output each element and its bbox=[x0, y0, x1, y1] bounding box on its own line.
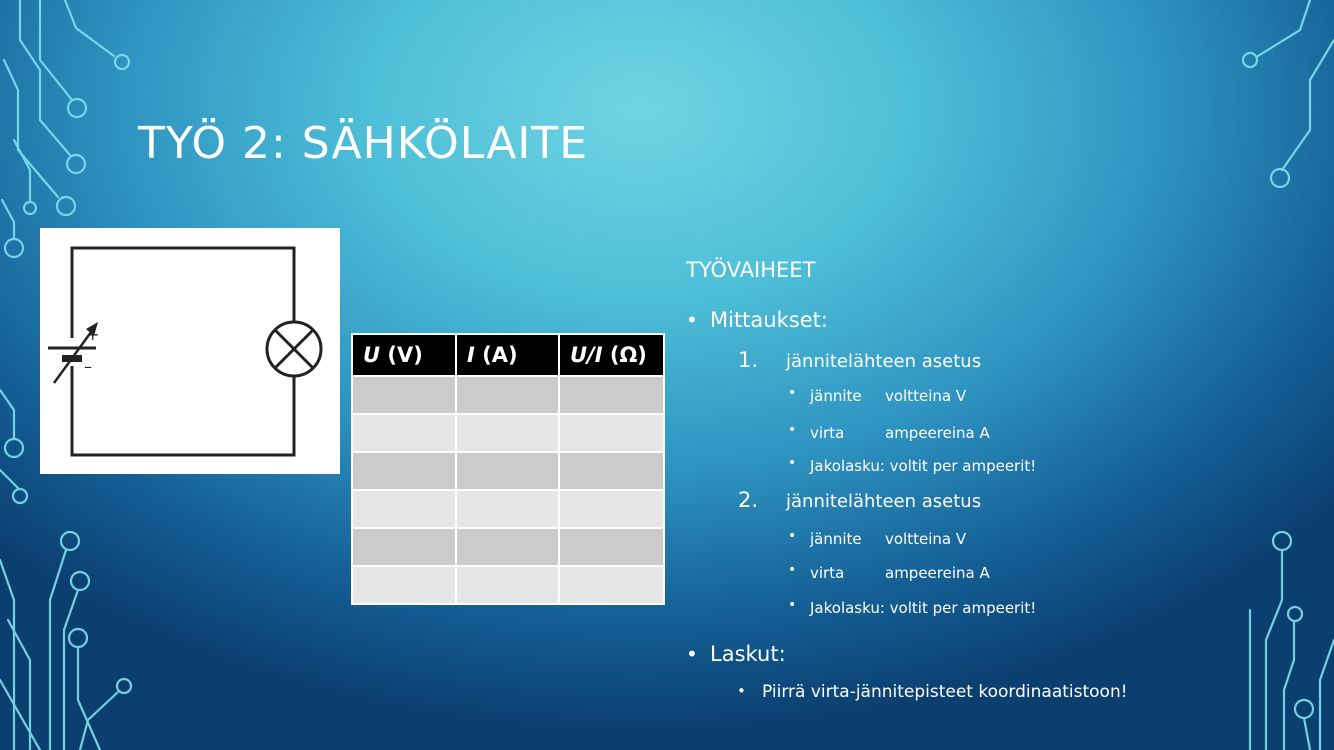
subitem-name: jännite bbox=[810, 387, 862, 405]
subitem-detail: ampeereina A bbox=[885, 564, 990, 582]
minus-sign: – bbox=[84, 357, 92, 376]
subitem-name: virta bbox=[810, 564, 845, 582]
table-row bbox=[352, 452, 664, 490]
bullet-mark: • bbox=[788, 422, 797, 438]
table-cell bbox=[352, 376, 456, 414]
subitem-name: jännite bbox=[810, 530, 862, 548]
table-row bbox=[352, 490, 664, 528]
table-cell bbox=[559, 414, 664, 452]
table-row bbox=[352, 414, 664, 452]
table-cell bbox=[456, 452, 559, 490]
table-cell bbox=[352, 452, 456, 490]
measurements-label: Mittaukset: bbox=[710, 308, 828, 332]
table-header-row bbox=[352, 334, 664, 376]
table-row bbox=[352, 566, 664, 604]
table-cell bbox=[456, 376, 559, 414]
circuit-wire bbox=[72, 248, 294, 338]
table-cell bbox=[352, 566, 456, 604]
bullet-mark: • bbox=[686, 642, 698, 666]
table-cell bbox=[559, 452, 664, 490]
subitem-name: virta bbox=[810, 424, 845, 442]
table-cell bbox=[456, 566, 559, 604]
table-cell bbox=[559, 528, 664, 566]
table-row bbox=[352, 528, 664, 566]
step-2-number: 2. bbox=[738, 488, 759, 512]
table-cell bbox=[352, 528, 456, 566]
bullet-mark: • bbox=[788, 385, 797, 401]
table-cell bbox=[456, 490, 559, 528]
table-cell bbox=[352, 414, 456, 452]
calculations-label: Laskut: bbox=[710, 642, 786, 666]
subitem-name: Jakolasku: voltit per ampeerit! bbox=[810, 599, 1037, 617]
calculations-subitem: Piirrä virta-jännitepisteet koordinaatistoon! bbox=[762, 682, 1128, 702]
header-resistance: U/I (Ω) bbox=[559, 334, 664, 376]
table-row bbox=[352, 376, 664, 414]
bullet-mark: • bbox=[788, 455, 797, 471]
step-1-label: jännitelähteen asetus bbox=[786, 351, 982, 372]
circuit-diagram bbox=[40, 228, 340, 474]
work-steps-heading: TYÖVAIHEET bbox=[686, 258, 816, 282]
header-current: I (A) bbox=[456, 334, 559, 376]
table-cell bbox=[559, 566, 664, 604]
table-cell bbox=[559, 376, 664, 414]
measurement-table bbox=[351, 333, 665, 605]
step-2-label: jännitelähteen asetus bbox=[786, 491, 982, 512]
plus-sign: + bbox=[86, 325, 100, 344]
circuit-wire bbox=[72, 366, 294, 455]
circuit-schematic bbox=[40, 228, 340, 474]
subitem-detail: ampeereina A bbox=[885, 424, 990, 442]
bullet-mark: • bbox=[788, 562, 797, 578]
header-voltage: U (V) bbox=[352, 334, 456, 376]
bullet-mark: • bbox=[737, 682, 746, 700]
table-cell bbox=[559, 490, 664, 528]
table-cell bbox=[456, 414, 559, 452]
bullet-mark: • bbox=[788, 597, 797, 613]
subitem-detail: voltteina V bbox=[885, 387, 967, 405]
bullet-mark: • bbox=[788, 528, 797, 544]
step-1-number: 1. bbox=[738, 348, 759, 372]
bullet-mark: • bbox=[686, 308, 698, 332]
subitem-name: Jakolasku: voltit per ampeerit! bbox=[810, 457, 1037, 475]
slide-title: TYÖ 2: SÄHKÖLAITE bbox=[138, 118, 589, 169]
table-cell bbox=[456, 528, 559, 566]
subitem-detail: voltteina V bbox=[885, 530, 967, 548]
table-cell bbox=[352, 490, 456, 528]
